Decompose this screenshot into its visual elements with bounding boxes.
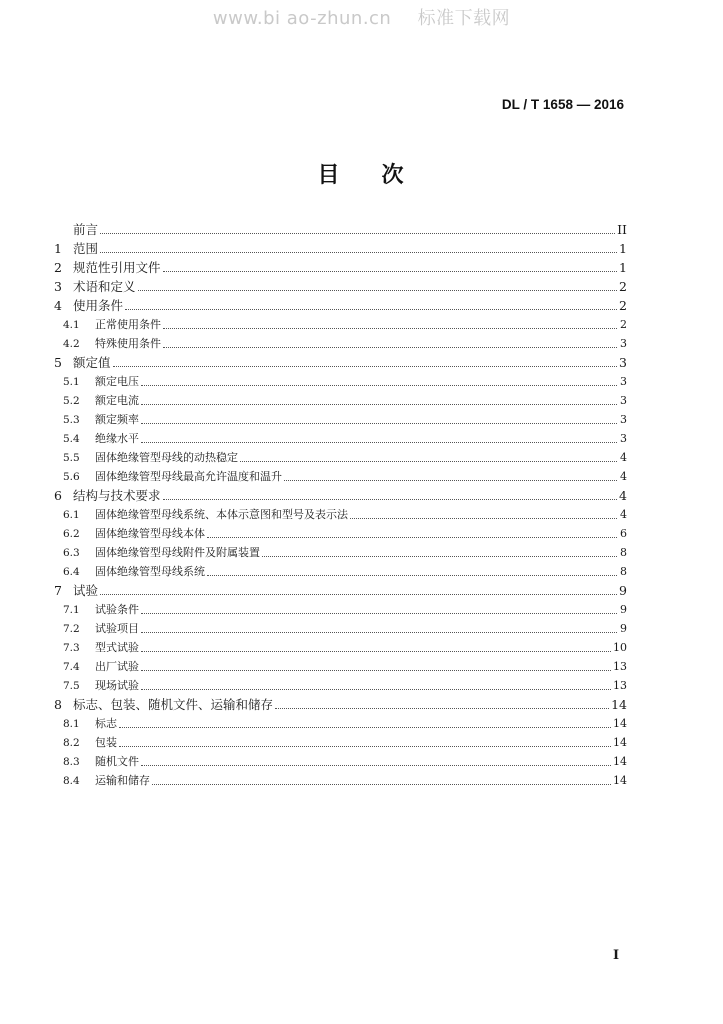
toc-leader-dots bbox=[138, 289, 617, 291]
page-number: I bbox=[613, 948, 620, 963]
toc-leader-dots bbox=[141, 764, 611, 766]
toc-entry-number: 5.5 bbox=[63, 452, 80, 464]
toc-entry-page: 9 bbox=[619, 583, 627, 598]
toc-entry-label: 试验 bbox=[73, 583, 99, 598]
toc-entry-page: 3 bbox=[620, 432, 627, 445]
toc-entry-page: 14 bbox=[613, 717, 627, 730]
toc-entry[interactable] bbox=[54, 448, 627, 467]
toc-leader-dots bbox=[100, 232, 615, 234]
toc-entry[interactable] bbox=[54, 505, 627, 524]
toc-entry-page: 3 bbox=[619, 355, 627, 370]
toc-entry-label: 现场试验 bbox=[95, 679, 139, 692]
toc-entry[interactable] bbox=[54, 695, 627, 714]
toc-leader-dots bbox=[100, 593, 617, 595]
toc-leader-dots bbox=[141, 669, 611, 671]
toc-entry-label: 出厂试验 bbox=[95, 660, 139, 673]
toc-entry-number: 3 bbox=[54, 279, 62, 294]
toc-entry[interactable] bbox=[54, 467, 627, 486]
toc-entry-label: 固体绝缘管型母线系统、本体示意图和型号及表示法 bbox=[95, 508, 348, 521]
toc-entry-number: 1 bbox=[54, 241, 62, 256]
toc-entry[interactable] bbox=[54, 600, 627, 619]
standard-code: DL / T 1658 — 2016 bbox=[501, 97, 624, 112]
toc-entry-page: 3 bbox=[620, 394, 627, 407]
toc-entry-label: 固体绝缘管型母线的动热稳定 bbox=[95, 451, 238, 464]
toc-entry-number: 7.4 bbox=[63, 661, 80, 673]
toc-entry-label: 使用条件 bbox=[73, 298, 124, 313]
toc-entry[interactable] bbox=[54, 296, 627, 315]
toc-leader-dots bbox=[141, 384, 617, 386]
toc-entry[interactable] bbox=[54, 619, 627, 638]
toc-entry-number: 8.1 bbox=[63, 718, 80, 730]
toc-leader-dots bbox=[240, 460, 617, 462]
toc-entry[interactable] bbox=[54, 714, 627, 733]
toc-entry-number: 7 bbox=[54, 583, 62, 598]
toc-leader-dots bbox=[141, 688, 611, 690]
toc-entry-page: 9 bbox=[620, 622, 627, 635]
toc-entry-page: 2 bbox=[619, 279, 627, 294]
toc-entry[interactable] bbox=[54, 334, 627, 353]
toc-entry[interactable] bbox=[54, 638, 627, 657]
toc-leader-dots bbox=[141, 422, 617, 424]
toc-entry-number: 5.6 bbox=[63, 471, 80, 483]
watermark bbox=[0, 4, 723, 30]
toc-leader-dots bbox=[207, 536, 617, 538]
toc-leader-dots bbox=[163, 346, 617, 348]
toc-entry-page: 3 bbox=[620, 413, 627, 426]
toc-entry[interactable] bbox=[54, 771, 627, 790]
toc-entry-number: 6.3 bbox=[63, 547, 80, 559]
toc-entry-label: 固体绝缘管型母线附件及附属装置 bbox=[95, 546, 260, 559]
toc-entry[interactable] bbox=[54, 391, 627, 410]
toc-leader-dots bbox=[350, 517, 617, 519]
toc-entry[interactable] bbox=[54, 410, 627, 429]
toc-entry[interactable] bbox=[54, 524, 627, 543]
toc-entry[interactable] bbox=[54, 315, 627, 334]
toc-entry-page: 4 bbox=[620, 508, 627, 521]
toc-entry-page: 9 bbox=[620, 603, 627, 616]
toc-leader-dots bbox=[119, 726, 611, 728]
toc-entry-page: 1 bbox=[619, 260, 627, 275]
toc-entry[interactable] bbox=[54, 752, 627, 771]
toc-entry-label: 额定电流 bbox=[95, 394, 139, 407]
toc-leader-dots bbox=[119, 745, 611, 747]
toc-entry[interactable] bbox=[54, 429, 627, 448]
toc-entry[interactable] bbox=[54, 258, 627, 277]
toc-leader-dots bbox=[152, 783, 611, 785]
toc-entry-label: 试验条件 bbox=[95, 603, 139, 616]
toc-entry[interactable] bbox=[54, 353, 627, 372]
toc-leader-dots bbox=[100, 251, 617, 253]
toc-entry-page: 14 bbox=[613, 736, 627, 749]
toc-entry-page: 14 bbox=[611, 697, 627, 712]
toc-entry[interactable] bbox=[54, 581, 627, 600]
toc-leader-dots bbox=[207, 574, 617, 576]
toc-entry-number: 6 bbox=[54, 488, 62, 503]
toc-entry-number: 8.4 bbox=[63, 775, 80, 787]
toc-entry[interactable] bbox=[54, 676, 627, 695]
toc-entry-page: 1 bbox=[619, 241, 627, 256]
toc-entry-label: 固体绝缘管型母线系统 bbox=[95, 565, 205, 578]
toc-leader-dots bbox=[141, 631, 617, 633]
toc-entry-page: II bbox=[617, 222, 627, 237]
toc-entry[interactable] bbox=[54, 239, 627, 258]
toc-entry-label: 标志 bbox=[95, 717, 117, 730]
toc-entry[interactable] bbox=[54, 562, 627, 581]
toc-entry-number: 7.1 bbox=[63, 604, 80, 616]
toc-leader-dots bbox=[262, 555, 617, 557]
toc-entry[interactable] bbox=[54, 372, 627, 391]
toc-entry-page: 6 bbox=[620, 527, 627, 540]
toc-entry-label: 包装 bbox=[95, 736, 117, 749]
toc-entry[interactable] bbox=[54, 733, 627, 752]
table-of-contents bbox=[54, 220, 627, 790]
toc-entry-number: 5 bbox=[54, 355, 62, 370]
toc-leader-dots bbox=[113, 365, 617, 367]
toc-entry[interactable] bbox=[54, 277, 627, 296]
toc-entry-number: 4.2 bbox=[63, 338, 80, 350]
watermark-site: www.bi ao-zhun.cn bbox=[212, 8, 392, 29]
toc-entry-label: 范围 bbox=[73, 241, 99, 256]
toc-entry-label: 正常使用条件 bbox=[95, 318, 161, 331]
toc-leader-dots bbox=[141, 403, 617, 405]
toc-entry[interactable] bbox=[54, 220, 627, 239]
toc-entry-label: 绝缘水平 bbox=[95, 432, 139, 445]
toc-entry[interactable] bbox=[54, 657, 627, 676]
toc-leader-dots bbox=[163, 327, 617, 329]
toc-entry-page: 4 bbox=[620, 470, 627, 483]
toc-entry-number: 6.1 bbox=[63, 509, 80, 521]
toc-leader-dots bbox=[163, 270, 617, 272]
toc-entry-number: 7.2 bbox=[63, 623, 80, 635]
toc-entry-label: 特殊使用条件 bbox=[95, 337, 161, 350]
toc-entry-label: 额定电压 bbox=[95, 375, 139, 388]
toc-entry-number: 7.5 bbox=[63, 680, 80, 692]
toc-leader-dots bbox=[141, 650, 611, 652]
toc-entry-page: 2 bbox=[620, 318, 627, 331]
toc-entry-page: 14 bbox=[613, 774, 627, 787]
toc-entry[interactable] bbox=[54, 486, 627, 505]
toc-entry-number: 5.4 bbox=[63, 433, 80, 445]
toc-entry-page: 13 bbox=[613, 660, 627, 673]
toc-leader-dots bbox=[275, 707, 609, 709]
toc-entry-page: 4 bbox=[620, 451, 627, 464]
toc-entry-number: 5.1 bbox=[63, 376, 80, 388]
page-title: 目次 bbox=[317, 162, 446, 188]
toc-entry-label: 运输和储存 bbox=[95, 774, 150, 787]
toc-entry-page: 3 bbox=[620, 375, 627, 388]
toc-leader-dots bbox=[141, 441, 617, 443]
toc-entry-number: 5.3 bbox=[63, 414, 80, 426]
toc-entry-label: 试验项目 bbox=[95, 622, 139, 635]
toc-entry-number: 8.2 bbox=[63, 737, 80, 749]
toc-entry-page: 8 bbox=[620, 565, 627, 578]
toc-entry-number: 8.3 bbox=[63, 756, 80, 768]
toc-entry-page: 3 bbox=[620, 337, 627, 350]
toc-entry-page: 14 bbox=[613, 755, 627, 768]
toc-entry-page: 4 bbox=[619, 488, 627, 503]
toc-leader-dots bbox=[163, 498, 617, 500]
toc-leader-dots bbox=[284, 479, 617, 481]
toc-entry-number: 7.3 bbox=[63, 642, 80, 654]
toc-entry-page: 2 bbox=[619, 298, 627, 313]
toc-entry-number: 2 bbox=[54, 260, 62, 275]
toc-entry-number: 4.1 bbox=[63, 319, 80, 331]
toc-entry-page: 10 bbox=[613, 641, 627, 654]
toc-entry-page: 8 bbox=[620, 546, 627, 559]
toc-entry-number: 6.2 bbox=[63, 528, 80, 540]
toc-entry-label: 结构与技术要求 bbox=[73, 488, 161, 503]
toc-entry-label: 额定频率 bbox=[95, 413, 139, 426]
toc-entry-label: 随机文件 bbox=[95, 755, 139, 768]
watermark-text: 标准下载网 bbox=[417, 8, 511, 29]
toc-entry[interactable] bbox=[54, 543, 627, 562]
toc-entry-label: 规范性引用文件 bbox=[73, 260, 161, 275]
toc-entry-label: 术语和定义 bbox=[73, 279, 136, 294]
toc-entry-label: 标志、包装、随机文件、运输和储存 bbox=[73, 697, 274, 712]
toc-entry-label: 型式试验 bbox=[95, 641, 139, 654]
toc-entry-label: 固体绝缘管型母线最高允许温度和温升 bbox=[95, 470, 282, 483]
toc-leader-dots bbox=[125, 308, 617, 310]
toc-entry-number: 4 bbox=[54, 298, 62, 313]
toc-entry-number: 8 bbox=[54, 697, 62, 712]
toc-entry-label: 前言 bbox=[73, 222, 99, 237]
toc-entry-number: 5.2 bbox=[63, 395, 80, 407]
toc-entry-number: 6.4 bbox=[63, 566, 80, 578]
toc-entry-page: 13 bbox=[613, 679, 627, 692]
toc-leader-dots bbox=[141, 612, 617, 614]
toc-entry-label: 额定值 bbox=[73, 355, 111, 370]
toc-entry-label: 固体绝缘管型母线本体 bbox=[95, 527, 205, 540]
